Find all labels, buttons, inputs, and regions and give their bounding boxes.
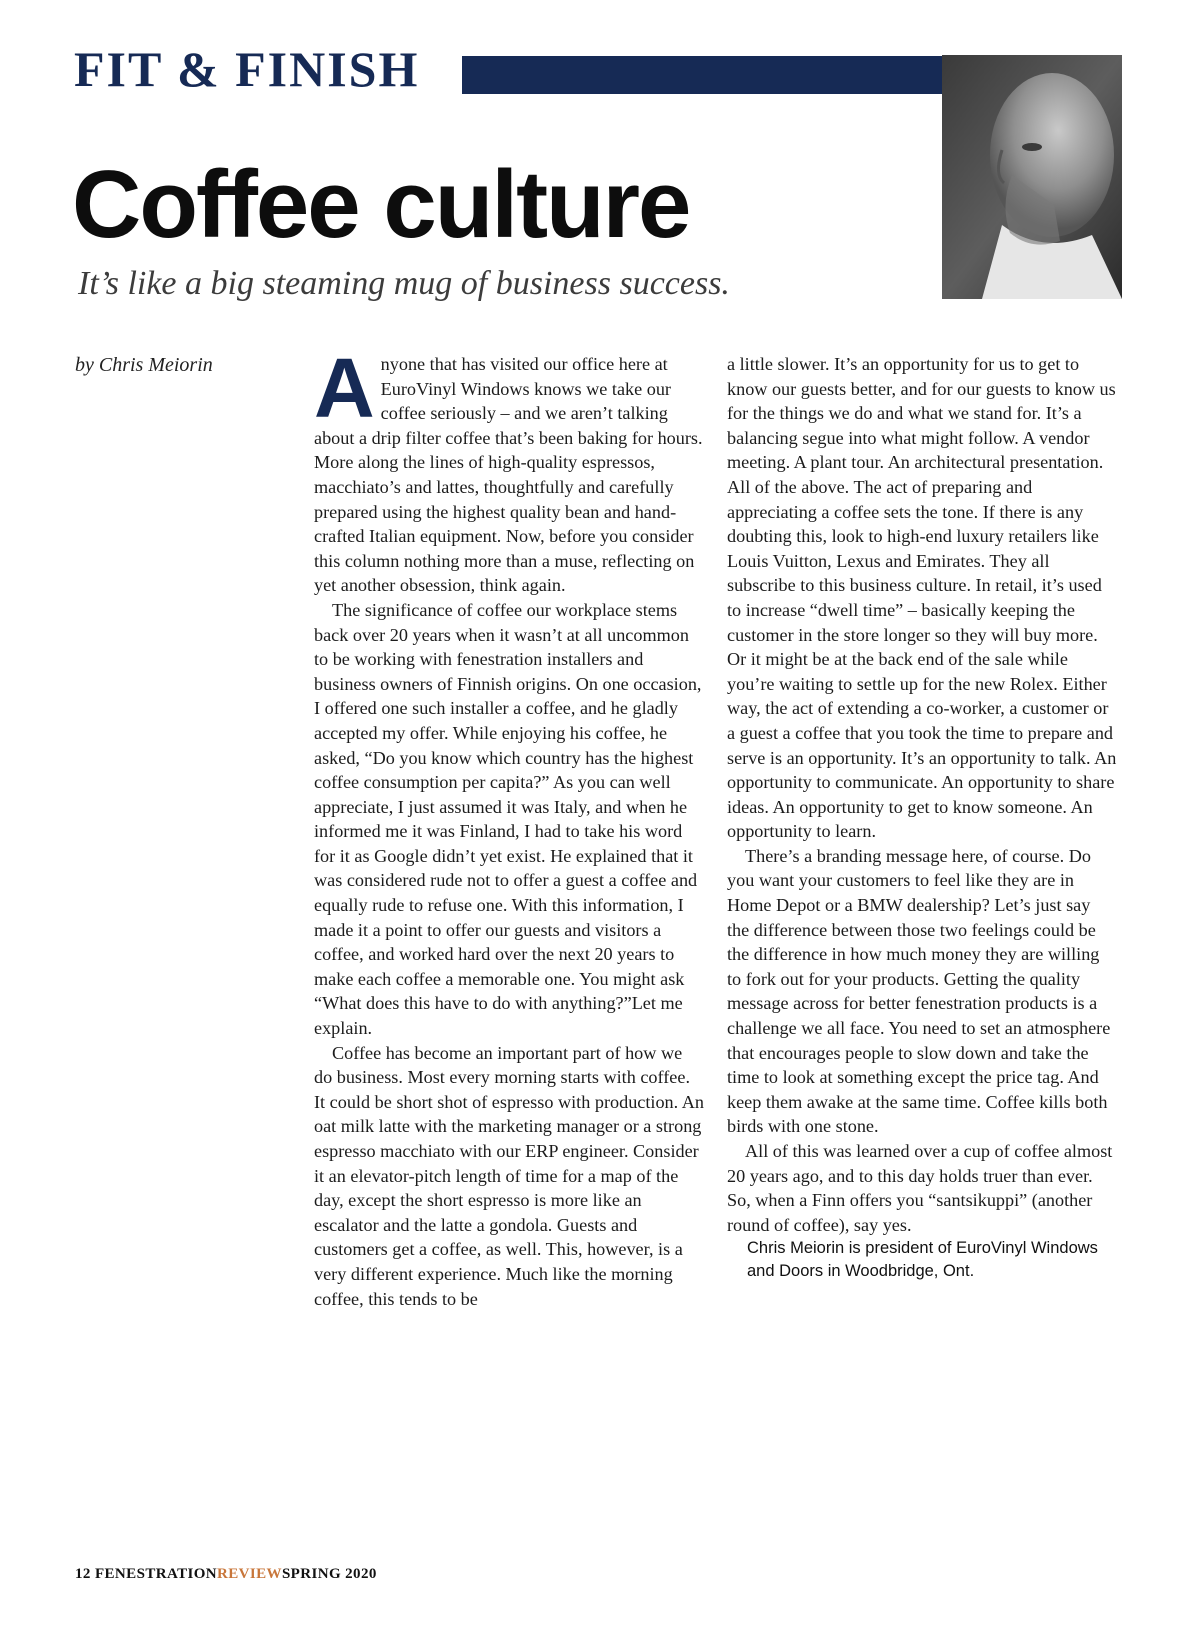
page-number: 12 — [75, 1566, 91, 1582]
brand-fenestration: FENESTRATION — [94, 1566, 218, 1582]
header-bar — [462, 56, 942, 94]
drop-cap: A — [314, 341, 375, 435]
article-paragraph: The significance of coffee our workplace stems back over 20 years when it wasn’t at all uncommon to be working with fenestration installers and business owners of Finnish origins. On one occasion, I offered one such installer a coffee, and he gladly accepted my offer. While enjoying his coffee, he asked, “Do you know which country has the highest coffee consumption per capita?” As you can well appreciate, I just assumed it was Italy, and when he informed me it was Finland, I had to take his word for it as Google didn’t yet exist. He explained that it was considered rude not to offer a guest a coffee and equally rude to refuse one. With this information, I made it a point to offer our guests and visitors a coffee, and worked hard over the next 20 years to make each coffee a memorable one. You might ask “What does this have to do with anything?”Let me explain. — [314, 599, 702, 1039]
article-paragraph: Coffee has become an important part of how we do business. Most every morning starts with coffee. It could be short shot of espresso with production. An oat milk latte with the marketing manager or a strong espresso macchiato with our ERP engineer. Consider it an elevator-pitch length of time for a map of the day, except the short espresso is more like an escalator and the latte a gondola. Guests and customers get a coffee, as well. This, however, is a very different experience. Much like the morning coffee, this tends to be — [314, 1042, 704, 1309]
article-paragraph: There’s a branding message here, of course. Do you want your customers to feel like they are in Home Depot or a BMW dealership? Let’s just say the difference between those two feelings could be the difference in how much money they are willing to fork out for your products. Getting the quality message across for better fenestration products is a challenge we all face. You need to set an atmosphere that encourages people to slow down and take the time to look at something except the price tag. And keep them awake at the same time. Coffee kills both birds with one stone. — [727, 845, 1111, 1137]
author-bio: Chris Meiorin is president of EuroVinyl Windows and Doors in Woodbridge, Ont. — [747, 1239, 1098, 1281]
headline: Coffee culture — [72, 151, 690, 258]
article-paragraph — [314, 341, 704, 598]
page-footer — [75, 1566, 377, 1583]
byline: by Chris Meiorin — [75, 354, 213, 376]
issue-date: SPRING 2020 — [281, 1566, 377, 1582]
paragraph-text: nyone that has visited our office here at EuroVinyl Windows knows we take our coffee seriously – and we aren’t talking about a drip filter coffee that’s been baking for hours. More along the lines of high-quality espressos, macchiato’s and lattes, thoughtfully and carefully prepared using the highest quality bean and hand-crafted Italian equipment. Now, before you consider this column nothing more than a muse, reflecting on yet another obsession, think again. — [314, 354, 703, 596]
article-paragraph: All of this was learned over a cup of coffee almost 20 years ago, and to this day holds truer than ever. So, when a Finn offers you “santsikuppi” (another round of coffee), say yes. — [727, 1141, 1113, 1235]
author-portrait — [942, 55, 1122, 299]
article-column-1 — [314, 341, 704, 1311]
article-column-2 — [727, 352, 1117, 1283]
author-portrait-photo — [942, 55, 1122, 299]
section-label: FIT & FINISH — [74, 41, 420, 97]
brand-review: REVIEW — [217, 1566, 282, 1582]
article-paragraph: a little slower. It’s an opportunity for us to get to know our guests better, and for our guests to know us for the things we do and what we stand for. It’s a balancing segue into what might follow. A vendor meeting. A plant tour. An architectural presentation. All of the above. The act of preparing and appreciating a coffee sets the tone. If there is any doubting this, look to high-end luxury retailers like Louis Vuitton, Lexus and Emirates. They all subscribe to this business culture. In retail, it’s used to increase “dwell time” – basically keeping the customer in the store longer so they will buy more. Or it might be at the back end of the sale while you’re waiting to settle up for the new Rolex. Either way, the act of extending a co-worker, a customer or a guest a coffee that you took the time to prepare and serve is an opportunity. It’s an opportunity to talk. An opportunity to communicate. An opportunity to share ideas. An opportunity to get to know someone. An opportunity to learn. — [727, 354, 1117, 842]
deck-subtitle: It’s like a big steaming mug of business success. — [78, 265, 730, 302]
